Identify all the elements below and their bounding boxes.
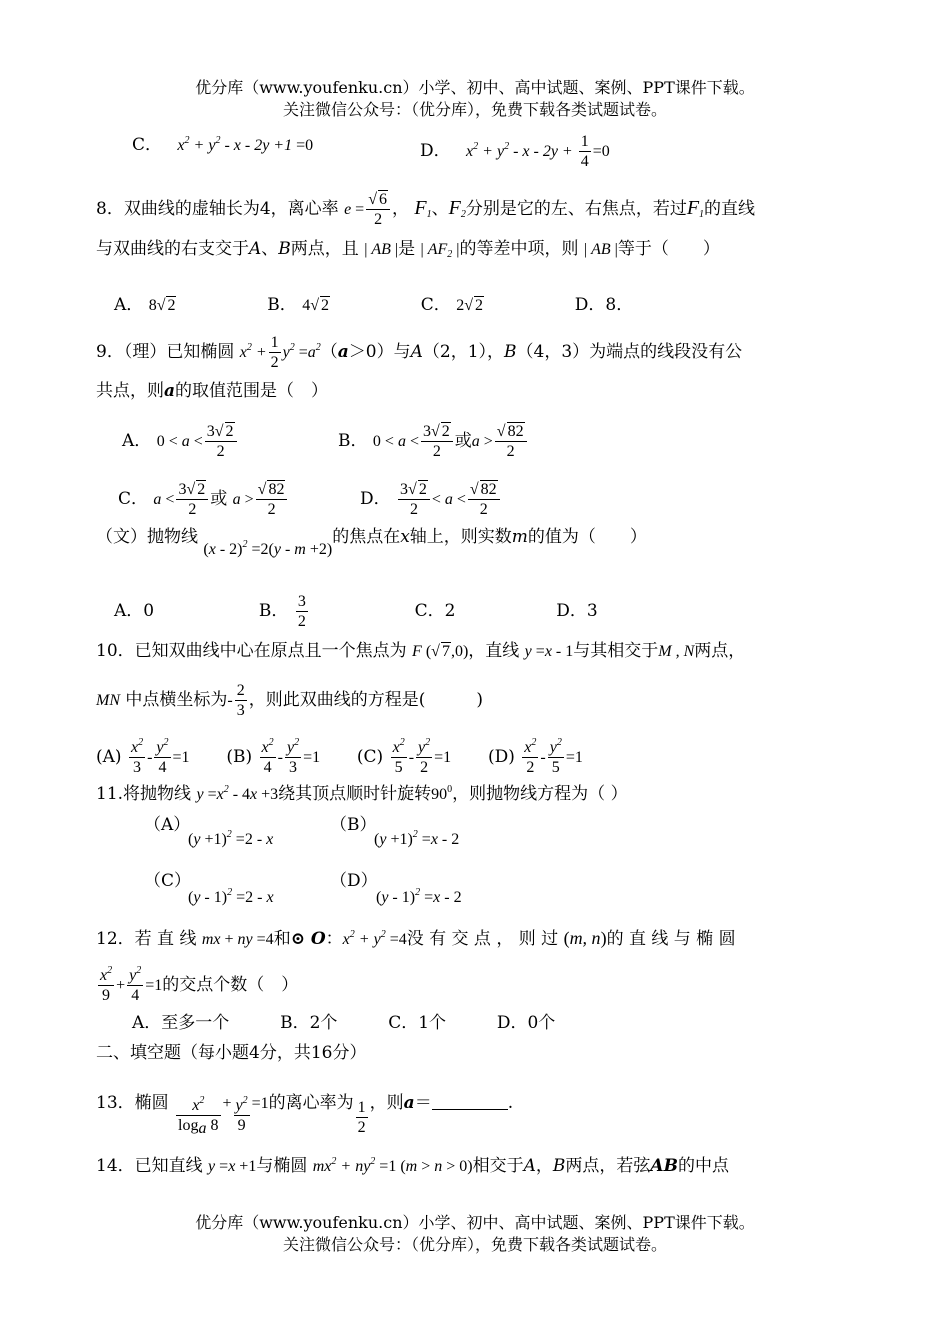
q10-option-d: (D) $\frac{x^2}{2}$ - $\frac{y^2}{5}$ =1 (487, 737, 583, 776)
q7-option-d: D． $x^2 + y^2 - x - 2y$ + $\frac{1}{4}$ =0 (420, 133, 610, 170)
header-line-2: 关注微信公众号：（优分库），免费下载各类试题试卷。 (282, 100, 667, 119)
q9-option-a: A． 0 < a < $\frac{3√ 2}{2}$ (122, 422, 239, 461)
footer-line-1: 优分库（www.youfenku.cn）小学、初中、高中试题、案例、PPT课件下载。 (195, 1213, 755, 1232)
q7-option-c: C． $x^2 + y^2 - x - 2y +1 =0$ (132, 135, 314, 155)
q10-number: 10． (96, 641, 135, 661)
q13-number: 13． (96, 1093, 135, 1113)
q12-line-1: 12．若 直 线 mx + ny =4和⊙ O：$x^2 + y^2 =4$没 有 交 点 ， 则 过 (m, n)的 直 线 与 椭 圆 (96, 928, 736, 949)
q9-wen-option-a: A．0 (114, 601, 155, 621)
q11-line-1: 11.将抛物线 $y =x^2 - 4x +3$绕其顶点顺时针旋转$90^0$，则抛物线方程为（ ） (96, 784, 628, 804)
q9-number: 9． (96, 342, 124, 362)
q10-options (96, 738, 583, 777)
q8-line-1: 8．双曲线的虚轴长为4，离心率 e = $\frac{√ 6}{2}$ ， $F_1$、$F_2$分别是它的左、右焦点，若过$F_1$的直线 (96, 191, 756, 228)
page-footer (0, 1212, 950, 1256)
q11-option-d: (y - 1)$^2$ =x - 2 (376, 887, 462, 906)
header-line-1: 优分库（www.youfenku.cn）小学、初中、高中试题、案例、PPT课件下载。 (195, 78, 755, 97)
q12-line-2: $\frac{x^2}{9}$ + $\frac{y^2}{4}$ =1的交点个数（ ） (100, 965, 299, 1004)
q9-option-d: D． $\frac{3√ 2}{2}$ < a < $\frac{√ 82}{2}$ (360, 480, 502, 519)
q8-option-c: C． 2√ 2 (420, 295, 483, 315)
q12-option-a: A．至多一个 (132, 1013, 230, 1033)
q8-line-2: 与双曲线的右支交于A、B两点，且 | AB |是 | $AF_2$ |的等差中项，则 | AB |等于（ ） (96, 239, 720, 260)
q14-line-1: 14．已知直线 y =x +1与椭圆 $mx^2 + ny^2 =1$ (m > n > 0)相交于A，B两点，若弦AB的中点 (96, 1156, 729, 1176)
q8-options (114, 292, 633, 319)
q13-answer-blank[interactable] (432, 1091, 508, 1110)
section-2-title: 二、填空题（每小题4分，共16分） (96, 1043, 367, 1063)
q9-wen-options (114, 592, 598, 631)
q10-option-a: (A) $\frac{x^2}{3}$ - $\frac{y^2}{4}$ =1 (96, 737, 190, 776)
q12-number: 12． (96, 929, 135, 949)
q12-options (132, 1010, 555, 1036)
q10-option-c: (C) $\frac{x^2}{5}$ - $\frac{y^2}{2}$ =1 (356, 737, 452, 776)
q9-option-b: B． 0 < a < $\frac{3√ 2}{2}$ 或a > $\frac{√ 82}{2}$ (338, 422, 529, 461)
q12-option-c: C．1个 (388, 1013, 447, 1033)
q11-option-c: (y - 1)$^2$ =2 - x (188, 887, 274, 906)
q12-option-d: D．0个 (496, 1013, 556, 1033)
q13: 13．椭圆 $\frac{x^2}{\log_a 8}$ + $\frac{y^2}{9}$ =1的离心率为 $\frac{1}{2}$ ，则a＝ . (96, 1093, 514, 1137)
q11-label-c: （C） (144, 871, 192, 891)
q9-option-c: C． a < $\frac{3√ 2}{2}$ 或 a > $\frac{√ 82}{2}$ (118, 480, 289, 519)
q9-wen-option-d: D．3 (556, 601, 598, 621)
q9-wen-option-c: C．2 (414, 601, 456, 621)
q12-option-b: B．2个 (280, 1013, 338, 1033)
q10-option-b: (B) $\frac{x^2}{4}$ - $\frac{y^2}{3}$ =1 (226, 737, 321, 776)
q11-label-a: （A） (144, 815, 191, 835)
q14-number: 14． (96, 1156, 135, 1176)
q11-label-b: （B） (330, 815, 377, 835)
q9-line-2: 共点，则a的取值范围是（ ） (96, 381, 329, 401)
q8-number: 8． (96, 199, 124, 219)
q11-number: 11. (96, 784, 124, 804)
q11-option-b: $(y +1)^2 =x - 2$ (374, 829, 460, 848)
q9-wen: （文）抛物线 (x - 2)$^2$ =2(y - m +2)的焦点在x轴上，则实数m的值为（ ） (96, 527, 647, 558)
q8-option-a: A． 8√ 2 (114, 295, 176, 315)
q11-option-a: $(y +1)^2 =2 - x$ (188, 829, 274, 848)
q8-option-b: B． 4√ 2 (267, 295, 329, 315)
q10-line-2: MN 中点横坐标为- $\frac{2}{3}$ ，则此双曲线的方程是( ) (96, 682, 483, 719)
page-header (0, 77, 950, 121)
footer-line-2: 关注微信公众号：（优分库），免费下载各类试题试卷。 (282, 1235, 667, 1254)
q9-wen-option-b: B． $\frac{3}{2}$ (258, 593, 306, 630)
q10-line-1: 10．已知双曲线中心在原点且一个焦点为 F (√ 7,0)，直线 y =x - 1与其相交于M , N两点， (96, 641, 746, 661)
q11-label-d: （D） (330, 871, 378, 891)
q8-option-d: D．8． (574, 295, 634, 315)
q9-line-1: 9．（理）已知椭圆 $x^2$ + $\frac{1}{2}$ $y^2 =a^2(a>0)$与A（2，1），B（4，3）为端点的线段没有公 (96, 334, 743, 371)
